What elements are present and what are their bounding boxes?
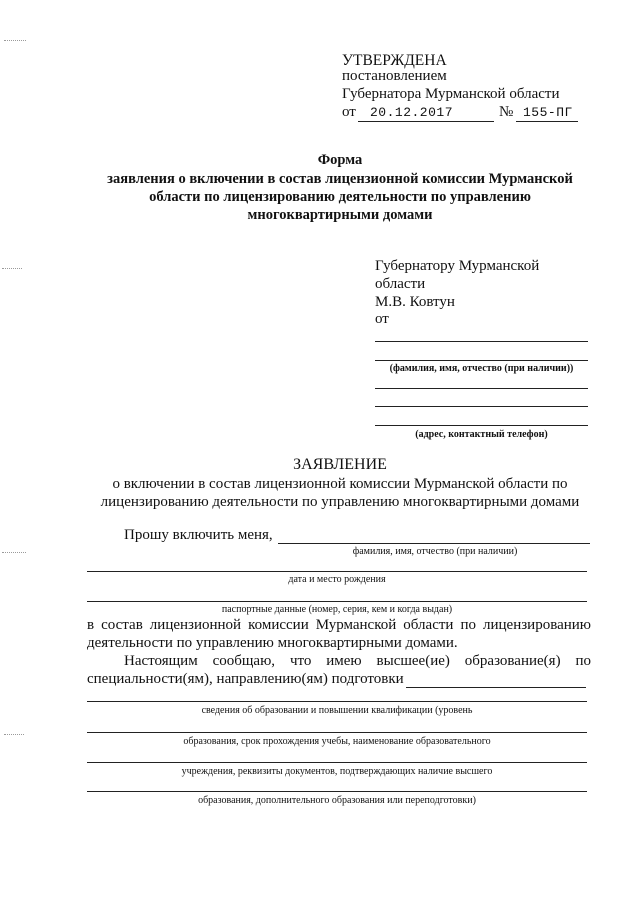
addressee-address-line-1[interactable] xyxy=(375,388,588,389)
addressee-line-1: Губернатору Мурманской xyxy=(375,258,540,274)
form-title: Форма xyxy=(317,152,363,168)
education-caption-1: сведения об образовании и повышении квалификации (уровень xyxy=(201,705,473,716)
passport-caption: паспортные данные (номер, серия, кем и когда выдан) xyxy=(221,604,453,615)
addressee-line-4: от xyxy=(375,311,389,327)
paragraph-2-line-2: специальности(ям), направлению(ям) подготовки xyxy=(87,671,404,687)
paragraph-1-line-2: деятельности по управлению многоквартирными домами. xyxy=(87,635,458,651)
scan-speck xyxy=(2,552,26,553)
scan-speck xyxy=(4,40,26,41)
addressee-fio-line-1[interactable] xyxy=(375,341,588,342)
education-field-line-1[interactable] xyxy=(87,701,587,702)
approval-title: УТВЕРЖДЕНА xyxy=(342,52,447,69)
approval-date-underline xyxy=(358,121,494,122)
education-field-line-3[interactable] xyxy=(87,762,587,763)
scan-speck xyxy=(4,734,24,735)
approval-number: 155-ПГ xyxy=(523,105,573,120)
education-field-line-4[interactable] xyxy=(87,791,587,792)
addressee-line-3: М.В. Ковтун xyxy=(375,294,455,310)
request-text: Прошу включить меня, xyxy=(124,527,273,543)
statement-title: ЗАЯВЛЕНИЕ xyxy=(293,456,387,473)
addressee-address-caption: (адрес, контактный телефон) xyxy=(415,429,548,440)
addressee-address-line-3[interactable] xyxy=(375,425,588,426)
addressee-fio-line-2[interactable] xyxy=(375,360,588,361)
birth-caption: дата и место рождения xyxy=(288,574,386,585)
education-caption-2: образования, срок прохождения учебы, наименование образовательного xyxy=(183,736,491,747)
education-caption-3: учреждения, реквизиты документов, подтверждающих наличие высшего xyxy=(181,766,493,777)
approval-line-2: постановлением xyxy=(342,68,447,84)
fio-caption: фамилия, имя, отчество (при наличии) xyxy=(352,546,518,557)
fio-field-line[interactable] xyxy=(278,543,590,544)
approval-line-3: Губернатора Мурманской области xyxy=(342,86,560,102)
specialty-field-line[interactable] xyxy=(406,687,586,688)
approval-number-underline xyxy=(516,121,578,122)
approval-number-label: № xyxy=(499,104,514,120)
statement-subtitle-line-2: лицензированию деятельности по управлению многоквартирными домами xyxy=(100,494,580,510)
form-subtitle-line-2: области по лицензированию деятельности по управлению xyxy=(149,189,531,205)
form-subtitle-line-3: многоквартирными домами xyxy=(247,207,433,223)
addressee-address-line-2[interactable] xyxy=(375,406,588,407)
approval-date: 20.12.2017 xyxy=(370,105,454,120)
addressee-line-2: области xyxy=(375,276,426,292)
paragraph-2-line-1: Настоящим сообщаю, что имею высшее(ие) образование(я) по xyxy=(124,653,591,669)
paragraph-1-line-1: в состав лицензионной комиссии Мурманской области по лицензированию xyxy=(87,617,591,633)
addressee-fio-caption: (фамилия, имя, отчество (при наличии)) xyxy=(389,363,574,374)
passport-field-line[interactable] xyxy=(87,601,587,602)
education-caption-4: образования, дополнительного образования или переподготовки) xyxy=(198,795,476,806)
birth-field-line[interactable] xyxy=(87,571,587,572)
statement-subtitle-line-1: о включении в состав лицензионной комиссии Мурманской области по xyxy=(112,476,568,492)
form-subtitle-line-1: заявления о включении в состав лицензионной комиссии Мурманской xyxy=(107,171,573,187)
education-field-line-2[interactable] xyxy=(87,732,587,733)
scan-speck xyxy=(2,268,22,269)
approval-from-label: от xyxy=(342,104,356,120)
